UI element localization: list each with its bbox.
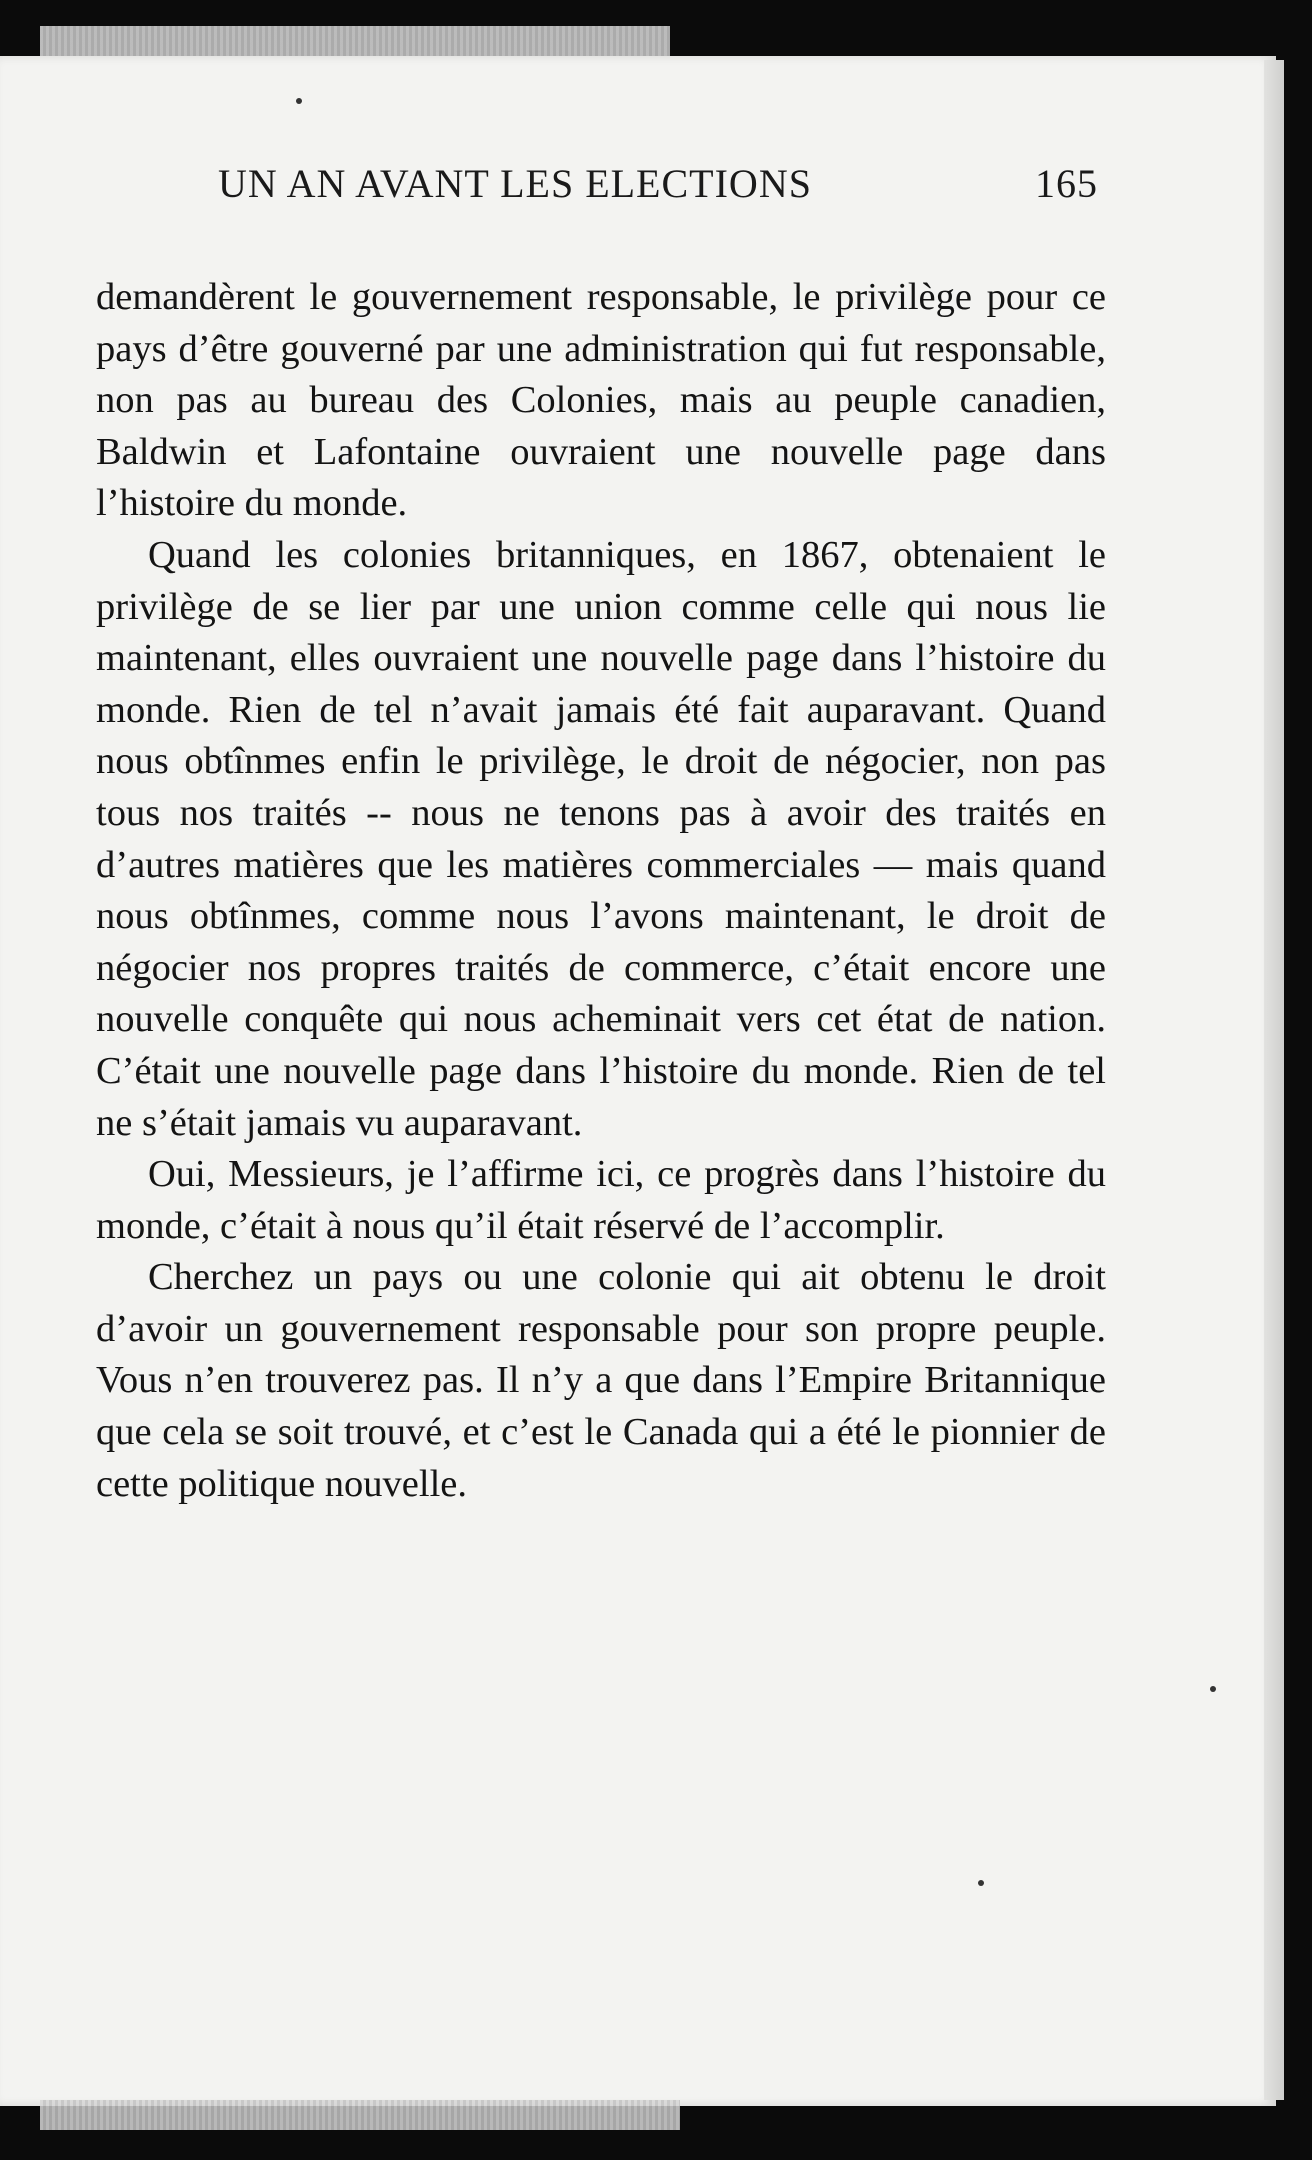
paragraph-continued: demandèrent le gouvernement responsable, le privilège pour ce pays d’être gouverné par une administration qui fut responsable, non pas au bureau des Colonies, mais au peuple canadien, Baldwin et Lafontaine ouvraient une nouvelle page dans l’histoire du monde.: [96, 276, 1106, 525]
page-header: [218, 160, 1098, 220]
binding-cloth-bottom: [40, 2100, 680, 2130]
page-number: 165: [1035, 161, 1098, 206]
running-head: UN AN AVANT LES ELECTIONS: [218, 161, 812, 206]
body-text: [96, 272, 1106, 1510]
paragraph: Oui, Messieurs, je l’affirme ici, ce progrès dans l’histoire du monde, c’était à nous qu’il était réservé de l’accomplir.: [96, 1153, 1106, 1247]
page-edge: [1264, 60, 1284, 2100]
paragraph: Quand les colonies britanniques, en 1867, obtenaient le privilège de se lier par une union comme celle qui nous lie maintenant, elles ouvraient une nouvelle page dans l’histoire du monde. Rien de tel n’avait jamais été fait auparavant. Quand nous obtînmes enfin le privilège, le droit de négocier, non pas tous nos traités -- nous ne tenons pas à avoir des traités en d’autres matières que les matières commerciales — mais quand nous obtînmes, comme nous l’avons maintenant, le droit de négocier nos propres traités de commerce, c’était encore une nouvelle conquête qui nous acheminait vers cet état de nation. C’était une nouvelle page dans l’histoire du monde. Rien de tel ne s’était jamais vu auparavant.: [96, 533, 1106, 1144]
paragraph: Cherchez un pays ou une colonie qui ait obtenu le droit d’avoir un gouvernement responsable pour son propre peuple. Vous n’en trouverez pas. Il n’y a que dans l’Empire Britannique que cela se soit trouvé, et c’est le Canada qui a été le pionnier de cette politique nouvelle.: [96, 1256, 1106, 1505]
dust-speck: [1210, 1686, 1216, 1692]
dust-speck: [978, 1880, 984, 1886]
dust-speck: [296, 98, 302, 104]
